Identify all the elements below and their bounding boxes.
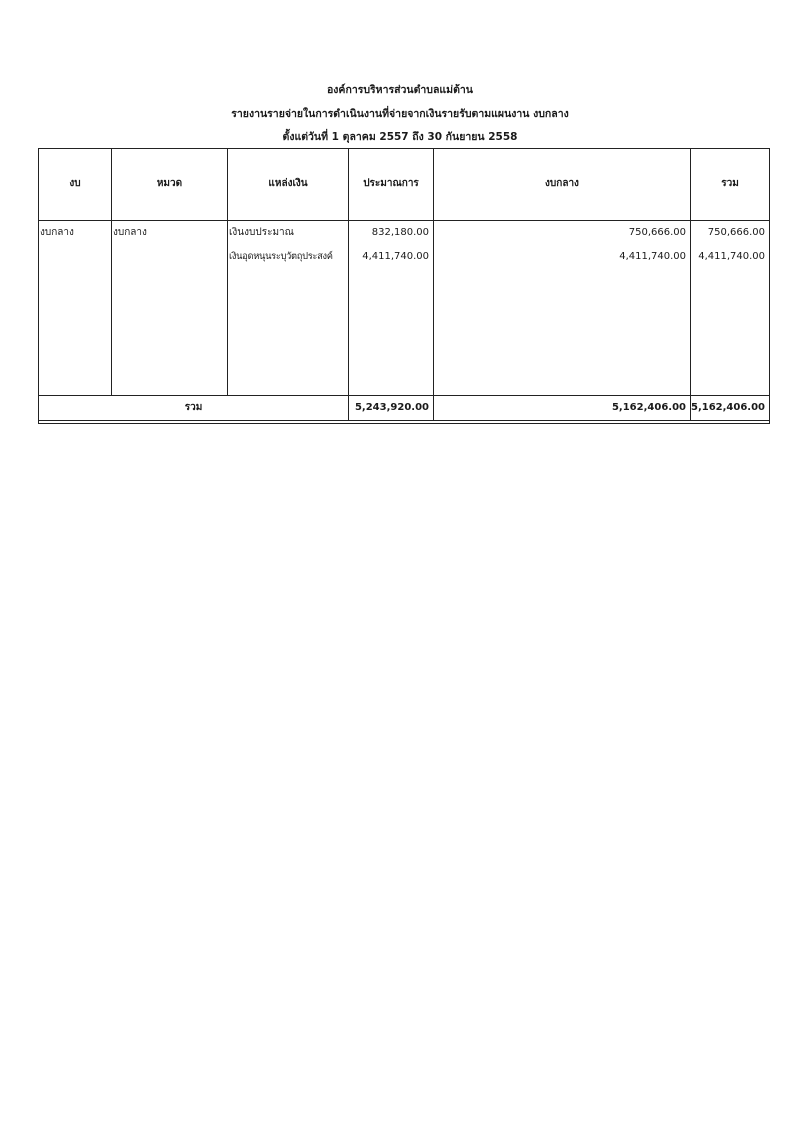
table-bottom-border <box>38 420 770 421</box>
row-estimate: 832,180.00 <box>371 227 429 238</box>
row-total: 4,411,740.00 <box>698 251 765 262</box>
table-double-border <box>38 423 770 424</box>
footer-top-border <box>38 395 770 396</box>
column-header-estimate: ประมาณการ <box>363 178 419 189</box>
footer-total: 5,162,406.00 <box>691 402 766 413</box>
header-bottom-border <box>38 220 770 221</box>
column-header-total: รวม <box>721 178 739 189</box>
row-budget: งบกลาง <box>40 227 74 238</box>
table-right-border <box>769 148 770 424</box>
row-central: 4,411,740.00 <box>619 251 686 262</box>
row-total: 750,666.00 <box>707 227 765 238</box>
column-header-central: งบกลาง <box>545 178 579 189</box>
organization-name: องค์การบริหารส่วนตำบลแม่ต้าน <box>327 84 473 96</box>
footer-estimate: 5,243,920.00 <box>354 402 429 413</box>
column-header-source: แหล่งเงิน <box>268 178 308 189</box>
column-header-budget: งบ <box>69 178 81 189</box>
report-title: รายงานรายจ่ายในการดำเนินงานที่จ่ายจากเงินรายรับตามแผนงาน งบกลาง <box>231 108 569 120</box>
column-header-category: หมวด <box>156 178 183 189</box>
row-source: เงินอุดหนุนระบุวัตถุประสงค์ <box>229 251 333 262</box>
footer-central: 5,162,406.00 <box>611 402 686 413</box>
footer-label: รวม <box>184 402 203 413</box>
row-central: 750,666.00 <box>628 227 686 238</box>
row-source: เงินงบประมาณ <box>229 227 294 238</box>
table-top-border <box>38 148 770 149</box>
row-category: งบกลาง <box>113 227 147 238</box>
report-period: ตั้งแต่วันที่ 1 ตุลาคม 2557 ถึง 30 กันยายน 2558 <box>282 131 518 143</box>
row-estimate: 4,411,740.00 <box>362 251 429 262</box>
